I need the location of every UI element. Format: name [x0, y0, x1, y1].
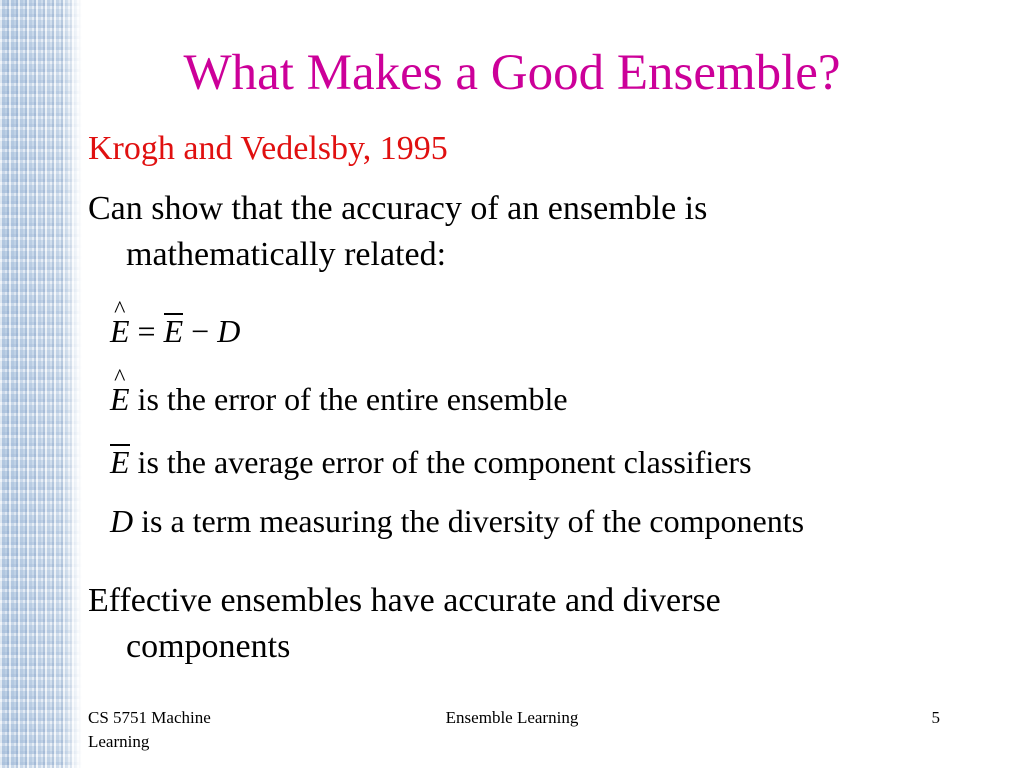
footer-course-line-2: Learning	[88, 732, 150, 751]
d-symbol: D	[110, 503, 134, 539]
footer-topic: Ensemble Learning	[445, 708, 579, 727]
definition-text: is the error of the entire ensemble	[137, 381, 568, 417]
slide-subtitle: Krogh and Vedelsby, 1995	[88, 130, 448, 167]
definition-text: is a term measuring the diversity of the components	[141, 503, 805, 539]
conclusion-paragraph	[88, 578, 721, 670]
footer-course-line-1: CS 5751 Machine	[88, 708, 211, 727]
ensemble-error-equation	[110, 312, 240, 350]
e-bar-symbol: E	[110, 444, 130, 480]
slide-title: What Makes a Good Ensemble?	[183, 45, 841, 101]
conclusion-line-2: components	[126, 628, 291, 665]
equals-sign: =	[137, 313, 156, 349]
footer-page-number: 5	[931, 708, 940, 727]
intro-line-2: mathematically related:	[126, 236, 447, 273]
d-symbol: D	[217, 313, 241, 349]
e-hat-symbol: ^ E	[110, 312, 130, 350]
e-bar-symbol: E	[163, 313, 184, 349]
e-hat-symbol: ^ E	[110, 380, 130, 418]
definition-e-hat	[110, 380, 568, 418]
definition-d	[110, 502, 804, 540]
definition-text: is the average error of the component classifiers	[137, 444, 752, 480]
intro-paragraph	[88, 186, 707, 278]
minus-sign: −	[191, 313, 210, 349]
conclusion-line-1: Effective ensembles have accurate and diverse	[88, 582, 721, 619]
definition-e-bar	[110, 443, 752, 481]
decorative-side-strip	[0, 0, 82, 768]
intro-line-1: Can show that the accuracy of an ensemble is	[88, 190, 708, 227]
